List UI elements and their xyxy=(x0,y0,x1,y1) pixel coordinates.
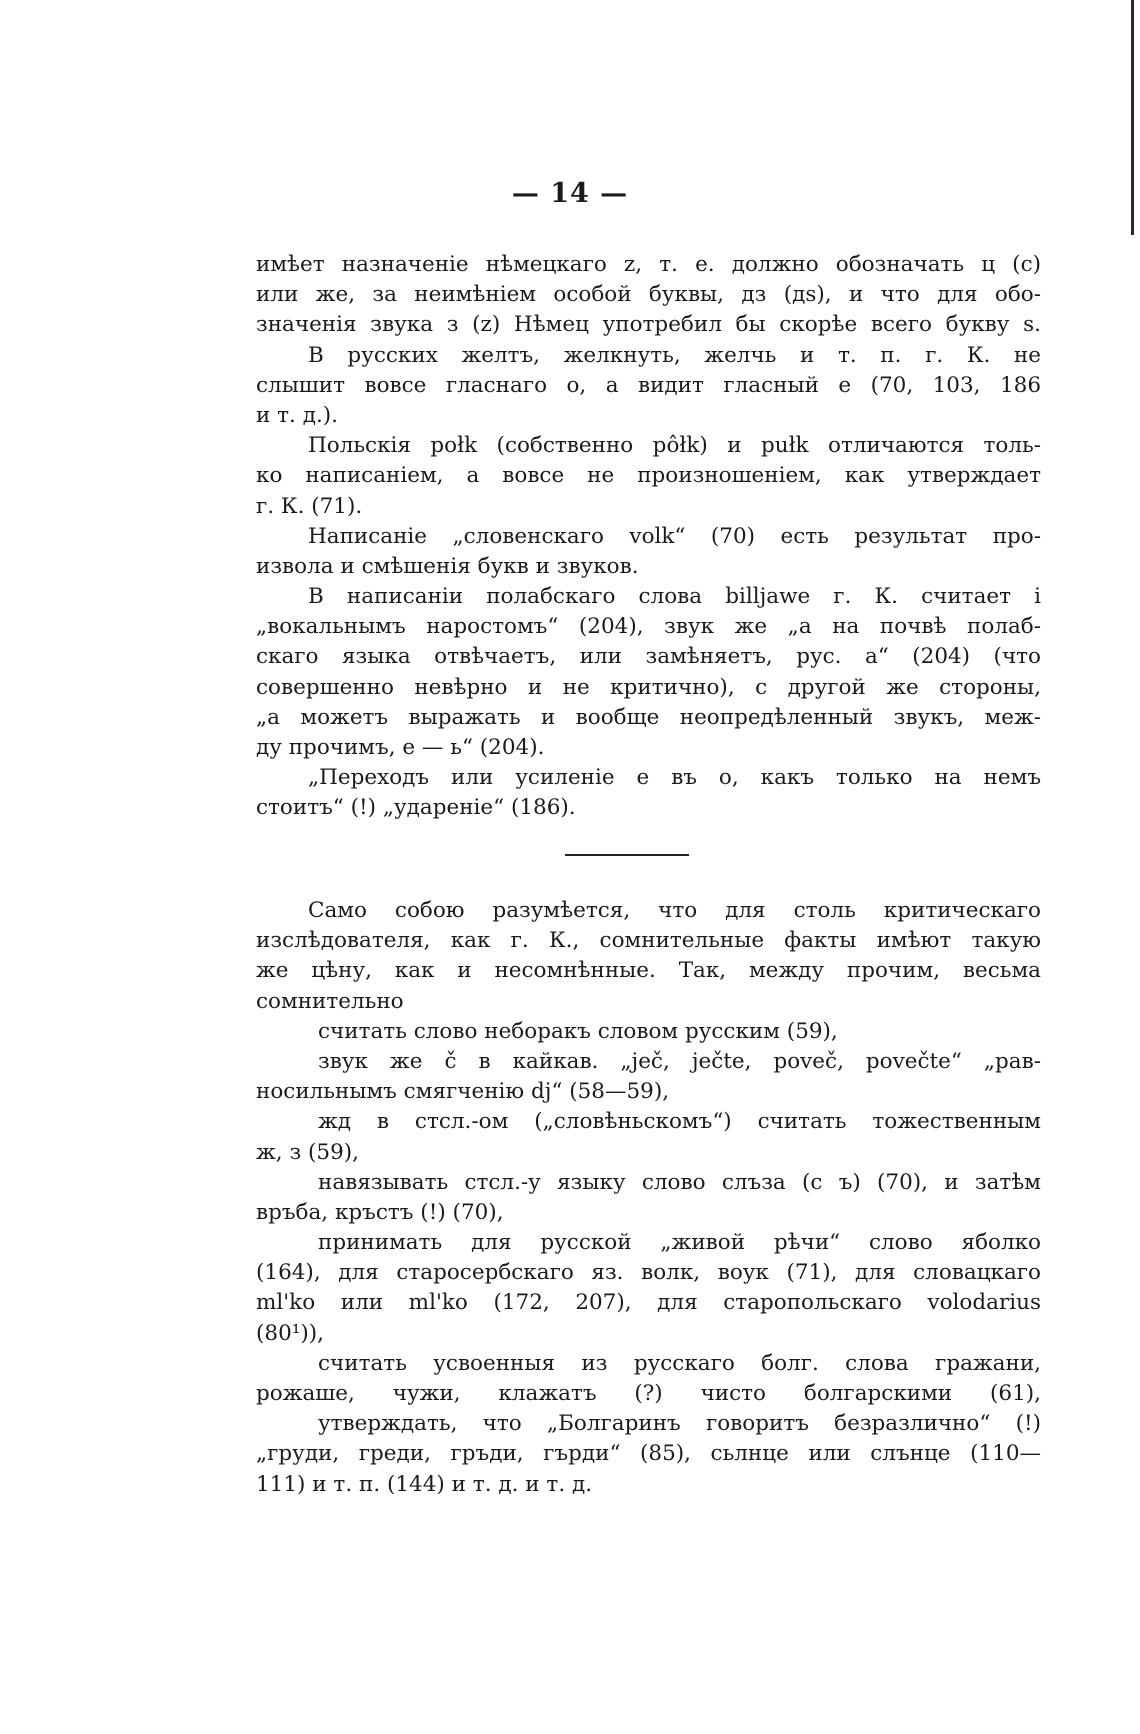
text-line: „вокальнымъ наростомъ“ (204), звук же „а на почвѣ полаб- xyxy=(256,614,1041,640)
text-line: слышит вовсе гласнаго о, а видит гласный е (70, 103, 186 xyxy=(256,372,1041,398)
text-line: значенія звука з (z) Нѣмец употребил бы скорѣе всего букву s. xyxy=(256,312,1041,338)
text-line: стоитъ“ (!) „удареніе“ (186). xyxy=(256,795,576,821)
text-line: ко написаніем, а вовсе не произношеніем, как утверждает xyxy=(256,463,1041,489)
text-section-1 xyxy=(256,250,1041,824)
text-section-2 xyxy=(256,896,1041,1500)
text-line: звук же č в кайкав. „ječ, ječte, poveč, povečte“ „рав- xyxy=(318,1048,1041,1074)
text-line: Написаніе „словенскаго volk“ (70) есть результат про- xyxy=(308,523,1041,549)
text-line: имѣет назначеніе нѣмецкаго z, т. е. должно обозначать ц (c) xyxy=(256,252,1041,277)
text-line: изслѣдователя, как г. К., сомнительные факты имѣют такую xyxy=(256,928,1041,954)
text-line: Польскія połk (собственно pôłk) и pułk отличаются толь- xyxy=(308,433,1041,459)
text-line: връба, кръстъ (!) (70), xyxy=(256,1199,504,1225)
text-line: 111) и т. п. (144) и т. д. и т. д. xyxy=(256,1471,593,1497)
text-line: или же, за неимѣніем особой буквы, дз (дѕ), и что для обо- xyxy=(256,282,1041,308)
text-line: навязывать стсл.-у языку слово слъза (с ъ) (70), и затѣм xyxy=(318,1169,1041,1195)
text-line: же цѣну, как и несомнѣнные. Так, между прочим, весьма xyxy=(256,958,1041,984)
text-line: утверждать, что „Болгаринъ говоритъ безразлично“ (!) xyxy=(318,1411,1041,1437)
text-line: считать усвоенныя из русскаго болг. слова гражани, xyxy=(318,1350,1041,1376)
text-line: „Переходъ или усиленіе е въ о, какъ только на немъ xyxy=(308,765,1041,791)
text-line: (164), для старосербскаго яз. волк, воук (71), для словацкаго xyxy=(256,1260,1041,1286)
section-divider xyxy=(565,854,689,856)
text-line: рожаше, чужи, клажатъ (?) чисто болгарскими (61), xyxy=(256,1381,1041,1406)
text-line: и т. д.). xyxy=(256,402,339,428)
text-line: (80¹)), xyxy=(256,1320,324,1346)
text-line: В русских желтъ, желкнуть, желчь и т. п. г. К. не xyxy=(308,342,1041,368)
text-line: г. К. (71). xyxy=(256,493,363,519)
text-line: носильнымъ смягченію dj“ (58—59), xyxy=(256,1079,670,1105)
text-line: „груди, греди, гръди, гърди“ (85), сьлнце или слънце (110— xyxy=(256,1441,1041,1467)
text-line: ду прочимъ, е — ь“ (204). xyxy=(256,735,545,760)
text-line: извола и смѣшенія букв и звуков. xyxy=(256,553,639,579)
text-line: принимать для русской „живой рѣчи“ слово яболко xyxy=(318,1230,1041,1256)
text-line: „а можетъ выражать и вообще неопредѣленный звукъ, меж- xyxy=(256,704,1041,730)
text-line: скаго языка отвѣчаетъ, или замѣняетъ, рус. а“ (204) (что xyxy=(256,644,1041,670)
text-line: сомнительно xyxy=(256,988,404,1014)
text-line: ml'ko или ml'ko (172, 207), для старопольскаго volodarius xyxy=(256,1290,1041,1316)
page-number: — 14 — xyxy=(511,178,629,209)
text-line: считать слово неборакъ словом русским (59), xyxy=(318,1018,838,1044)
text-line: В написаніи полабскаго слова billjawe г. К. считает i xyxy=(308,584,1041,610)
text-line: жд в стсл.-ом („словѣньскомъ“) считать тожественным xyxy=(318,1109,1041,1135)
text-line: совершенно невѣрно и не критично), с другой же стороны, xyxy=(256,674,1041,700)
text-line: ж, з (59), xyxy=(256,1139,359,1165)
text-line: Само собою разумѣется, что для столь критическаго xyxy=(308,898,1041,923)
